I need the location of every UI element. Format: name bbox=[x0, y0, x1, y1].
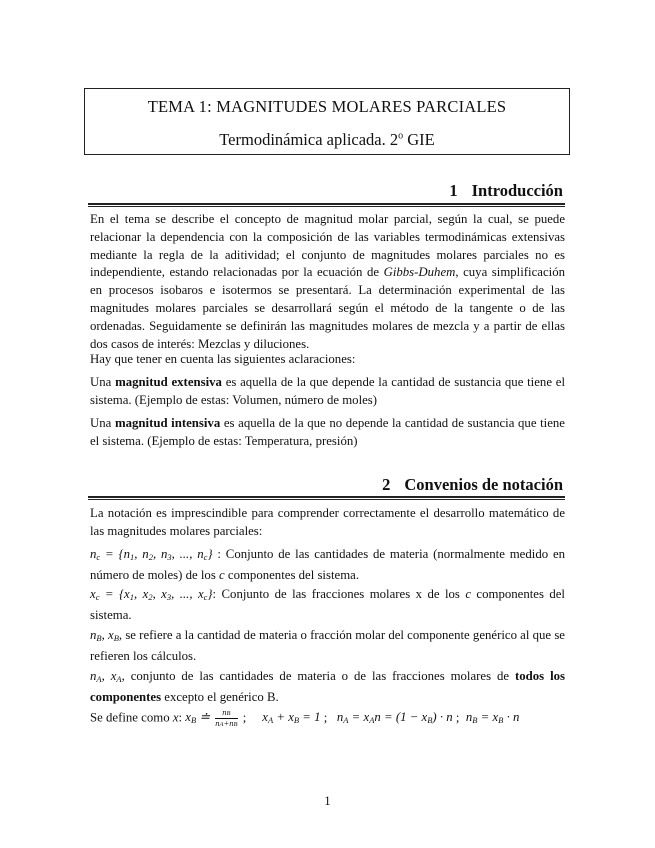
page-number: 1 bbox=[324, 794, 331, 808]
section-2-rule-top bbox=[88, 496, 565, 498]
nb-n-formula: $n_B = x_B \cdot n$ bbox=[465, 710, 520, 726]
document-title: TEMA 1: MAGNITUDES MOLARES PARCIALES bbox=[147, 97, 507, 116]
na-definition: $n_A$, $x_A$, conjunto de las cantidades de materia o de las fracciones molares de todos los componentes excepto el genérico B. bbox=[90, 669, 565, 704]
nb-definition: $n_B$, $x_B$, se refiere a la cantidad de materia o fracción molar del componente genérico al que se refieren los cálculos. bbox=[90, 628, 565, 663]
nc-definition: $n_c = \{n_1$, $n_2$, $n_3$, ..., $n_c$} : Conjunto de las cantidades de materia (normalmente medido en número de moles) de los c componentes del sistema. bbox=[90, 547, 566, 582]
section-1-paragraph-intensiva: Una magnitud intensiva es aquella de la que no depende la cantidad de sustancia que tiene el sistema. (Ejemplo de estas: Temperatura, presión) bbox=[90, 416, 565, 448]
x-definition: Se define como x: $x_B$ ≐ $\frac{nB}{nA+nB}$ ; $x_A + x_B = 1$ ; $n_A = x_An = (1 - x_B) \cdot n$ ; $n_B = x_B \cdot n$ bbox=[90, 707, 520, 728]
title-box bbox=[84, 88, 570, 155]
xc-formula: $x_c = \{x_1$, $x_2$, $x_3$, ..., $x_c$} bbox=[90, 587, 213, 602]
xb-fraction: $\frac{nB}{nA+nB}$ bbox=[215, 707, 238, 728]
section-1-rule-top bbox=[88, 203, 565, 205]
section-2-heading bbox=[382, 475, 563, 495]
section-1-number: 1 bbox=[449, 181, 458, 200]
na-n-formula: $n_A = x_An = (1 - x_B) \cdot n$ bbox=[336, 710, 453, 726]
section-2-rule-bottom bbox=[88, 499, 565, 500]
section-1-paragraph-extensiva: Una magnitud extensiva es aquella de la que depende la cantidad de sustancia que tiene el sistema. (Ejemplo de estas: Volumen, número de moles) bbox=[90, 375, 565, 407]
section-2-number: 2 bbox=[382, 475, 391, 494]
nb-formula: $n_B$, $x_B$ bbox=[90, 628, 119, 643]
section-1-title: Introducción bbox=[471, 181, 563, 200]
section-1-paragraph-intro: En el tema se describe el concepto de magnitud molar parcial, según la cual, se puede relacionar la dependencia con la composición de las variables termodinámicas extensivas mediante la regla de la aditividad; el conjunto de magnitudes molares parciales no es independiente, estando relacionadas por la ecuación de Gibbs-Duhem, cuya simplificación en procesos isobaros e isotermos se presentará. La determinación experimental de las magnitudes molares parciales se desarrollará según el método de la tangente o de las ordenadas. Seguidamente se definirán las magnitudes molares de mezcla y a partir de ellas dos casos de interés: Mezclas y diluciones. bbox=[90, 212, 565, 351]
section-2-title: Convenios de notación bbox=[404, 475, 563, 494]
section-1-heading bbox=[449, 181, 563, 201]
section-1-paragraph-aclaraciones: Hay que tener en cuenta las siguientes aclaraciones: bbox=[90, 352, 356, 366]
document-subtitle: Termodinámica aplicada. 2$^o$ GIE bbox=[219, 130, 435, 149]
section-1-rule-bottom bbox=[88, 206, 565, 207]
xc-definition: $x_c = \{x_1$, $x_2$, $x_3$, ..., $x_c$}: Conjunto de las fracciones molares x de los c componentes del sistema. bbox=[90, 587, 565, 622]
section-2-paragraph-notation: La notación es imprescindible para comprender correctamente el desarrollo matemático de las magnitudes molares parciales: bbox=[90, 506, 565, 538]
nc-formula: $n_c = \{n_1$, $n_2$, $n_3$, ..., $n_c$} bbox=[90, 547, 213, 562]
sum-formula: $x_A + x_B = 1$ bbox=[262, 710, 321, 726]
xb-formula: $x_B$ ≐ $\frac{nB}{nA+nB}$ bbox=[185, 707, 238, 728]
na-formula: $n_A$, $x_A$ bbox=[90, 669, 122, 684]
